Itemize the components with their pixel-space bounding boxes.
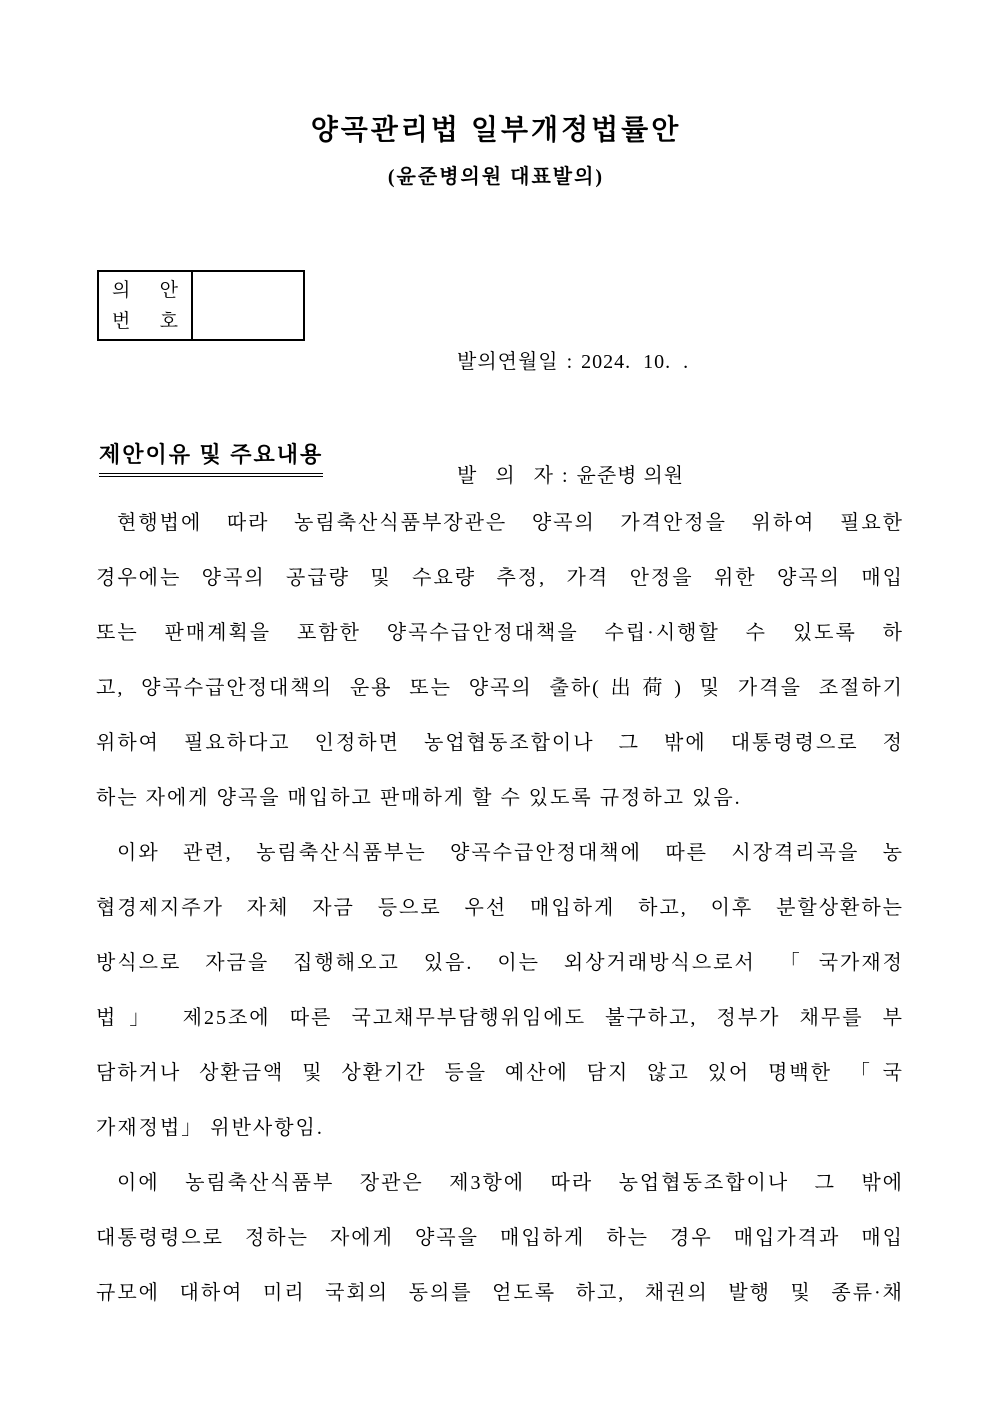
proposer-value: 윤준병 의원 [576,465,685,487]
bill-number-box [97,270,305,341]
text-line: 규모에 대하여 미리 국회의 동의를 얻도록 하고, 채권의 발행 및 종류·채 [96,1282,904,1304]
text-line: 대통령령으로 정하는 자에게 양곡을 매입하게 하는 경우 매입가격과 매입 [96,1227,904,1249]
proposal-date-value: 2024. 10. . [581,351,690,373]
bill-number-label-line1: 의 안 [112,279,178,301]
bill-number-label [99,272,193,339]
proposer-row [457,457,689,495]
bill-title: 양곡관리법 일부개정법률안 [310,115,682,146]
proposal-date-separator: : [566,351,574,373]
bill-number-value [193,272,303,339]
text-line: 하는 자에게 양곡을 매입하고 판매하게 할 수 있도록 규정하고 있음. [96,787,742,809]
text-line: 고, 양곡수급안정대책의 운용 또는 양곡의 출하(出荷) 및 가격을 조절하기 [96,677,904,699]
proposer-label: 발 의 자 [457,465,554,487]
text-line: 현행법에 따라 농림축산식품부장관은 양곡의 가격안정을 위하여 필요한 [117,512,904,534]
text-line: 가재정법」 위반사항임. [96,1117,324,1139]
proposal-body [96,496,904,1321]
section-heading: 제안이유 및 주요내용 [99,438,323,477]
text-line: 방식으로 자금을 집행해오고 있음. 이는 외상거래방식으로서 「국가재정 [96,952,904,974]
text-line: 담하거나 상환금액 및 상환기간 등을 예산에 담지 않고 있어 명백한 「국 [96,1062,904,1084]
text-line: 위하여 필요하다고 인정하면 농업협동조합이나 그 밖에 대통령령으로 정 [96,732,904,754]
proposer-separator: : [561,465,569,487]
text-line: 이에 농림축산식품부 장관은 제3항에 따라 농업협동조합이나 그 밖에 [117,1172,904,1194]
text-line: 협경제지주가 자체 자금 등으로 우선 매입하게 하고, 이후 분할상환하는 [96,897,904,919]
proposal-date-label: 발의연월일 [457,351,559,373]
text-line: 이와 관련, 농림축산식품부는 양곡수급안정대책에 따른 시장격리곡을 농 [117,842,904,864]
paragraph [96,496,904,826]
text-line: 경우에는 양곡의 공급량 및 수요량 추정, 가격 안정을 위한 양곡의 매입 [96,567,904,589]
paragraph [96,1156,904,1321]
text-line: 또는 판매계획을 포함한 양곡수급안정대책을 수립·시행할 수 있도록 하 [96,622,904,644]
bill-number-label-line2: 번 호 [112,310,178,332]
proposal-date-row [457,343,689,381]
bill-proposer-subtitle: (윤준병의원 대표발의) [387,166,605,188]
paragraph [96,826,904,1156]
text-line: 법」 제25조에 따른 국고채무부담행위임에도 불구하고, 정부가 채무를 부 [96,1007,904,1029]
